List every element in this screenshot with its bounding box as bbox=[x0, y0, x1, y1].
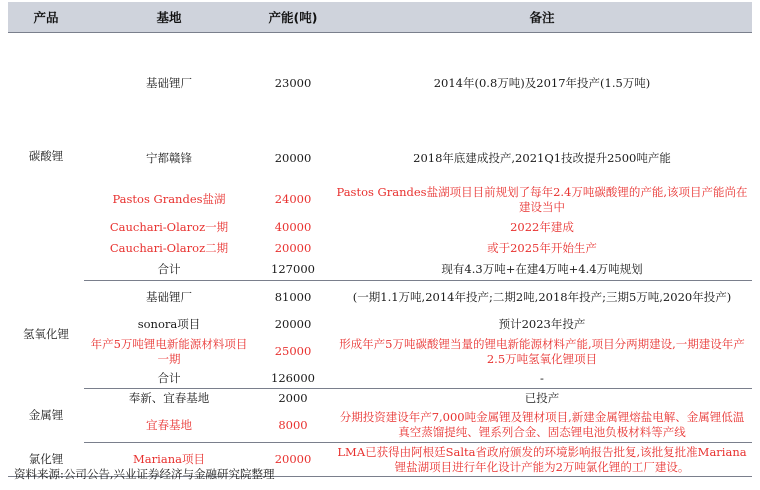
capacity-cell: 8000 bbox=[254, 409, 332, 443]
base-cell: 合计 bbox=[84, 259, 254, 281]
note-cell: 2022年建成 bbox=[510, 219, 574, 234]
capacity-cell: 40000 bbox=[274, 219, 312, 234]
note-cell: 现有4.3万吨+在建4万吨+4.4万吨规划 bbox=[332, 259, 752, 281]
capacity-cell: 23000 bbox=[274, 76, 312, 91]
base-cell: 宜春基地 bbox=[84, 409, 254, 443]
product-cell: 金属锂 bbox=[28, 408, 64, 422]
capacity-cell: 81000 bbox=[274, 290, 312, 305]
base-cell: 宁都赣锋 bbox=[146, 151, 192, 165]
base-cell: 合计 bbox=[84, 369, 254, 389]
header-capacity: 产能(吨) bbox=[254, 2, 332, 33]
base-cell: 基础锂厂 bbox=[146, 290, 192, 305]
table-row bbox=[8, 259, 752, 281]
table-row bbox=[8, 217, 752, 238]
header-row bbox=[8, 2, 752, 33]
capacity-cell: 20000 bbox=[274, 317, 312, 331]
capacity-cell: 20000 bbox=[274, 151, 312, 165]
table-row bbox=[8, 183, 752, 217]
product-cell: 碳酸锂 bbox=[28, 149, 64, 164]
lithium-capacity-table bbox=[8, 2, 752, 477]
product-cell: 氢氧化锂 bbox=[23, 327, 69, 341]
note-cell: Pastos Grandes盐湖项目目前规划了每年2.4万吨碳酸锂的产能,该项目产能尚在建设当中 bbox=[336, 184, 748, 214]
source-note: 资料来源:公司公告,兴业证券经济与金融研究院整理 bbox=[14, 467, 275, 481]
table-row bbox=[8, 135, 752, 183]
note-cell: 2018年底建成投产,2021Q1技改提升2500吨产能 bbox=[413, 151, 671, 165]
capacity-cell: 126000 bbox=[254, 369, 332, 389]
table-row bbox=[8, 389, 752, 409]
note-cell: LMA已获得由阿根廷Salta省政府颁发的环境影响报告批复,该批复批准Mariana锂盐湖项目进行年化设计产能为2万吨氯化锂的工厂建设。 bbox=[332, 443, 752, 477]
base-cell: 基础锂厂 bbox=[146, 76, 192, 91]
table-row bbox=[8, 335, 752, 369]
note-cell: 分期投资建设年产7,000吨金属锂及锂材项目,新建金属锂熔盐电解、金属锂低温真空蒸馏提纯、锂系列合金、固态锂电池负极材料等产线 bbox=[332, 409, 752, 443]
capacity-cell: 127000 bbox=[254, 259, 332, 281]
table-row bbox=[8, 409, 752, 443]
header-product: 产品 bbox=[8, 2, 84, 33]
note-cell: (一期1.1万吨,2014年投产;二期2吨,2018年投产;三期5万吨,2020年投产) bbox=[352, 290, 732, 305]
base-cell: Mariana项目 bbox=[84, 443, 254, 477]
capacity-cell: 25000 bbox=[274, 344, 312, 358]
capacity-cell: 20000 bbox=[254, 443, 332, 477]
base-cell: Pastos Grandes盐湖 bbox=[112, 192, 226, 206]
table-row bbox=[8, 281, 752, 315]
table-row bbox=[8, 315, 752, 335]
note-cell: 预计2023年投产 bbox=[498, 317, 586, 331]
header-base: 基地 bbox=[84, 2, 254, 33]
header-note: 备注 bbox=[332, 2, 752, 33]
table-row bbox=[8, 369, 752, 389]
base-cell: 奉新、宜春基地 bbox=[128, 391, 210, 406]
capacity-cell: 20000 bbox=[274, 240, 312, 255]
note-cell: 形成年产5万吨碳酸锂当量的锂电新能源材料产能,项目分两期建设,一期建设年产2.5万吨氢氧化锂项目 bbox=[339, 336, 745, 366]
capacity-cell: 24000 bbox=[274, 192, 312, 206]
capacity-cell: 2000 bbox=[278, 391, 308, 406]
note-cell: 2014年(0.8万吨)及2017年投产(1.5万吨) bbox=[433, 76, 651, 91]
table-row bbox=[8, 238, 752, 259]
product-cell: 氯化锂 bbox=[8, 443, 84, 477]
table-row bbox=[8, 33, 752, 135]
base-cell: Cauchari-Olaroz一期 bbox=[109, 219, 229, 234]
base-cell: sonora项目 bbox=[137, 317, 201, 331]
base-cell: Cauchari-Olaroz二期 bbox=[109, 240, 229, 255]
note-cell: 已投产 bbox=[524, 391, 560, 406]
note-cell: 或于2025年开始生产 bbox=[487, 240, 597, 255]
note-cell: - bbox=[332, 369, 752, 389]
base-cell: 年产5万吨锂电新能源材料项目一期 bbox=[90, 336, 248, 366]
